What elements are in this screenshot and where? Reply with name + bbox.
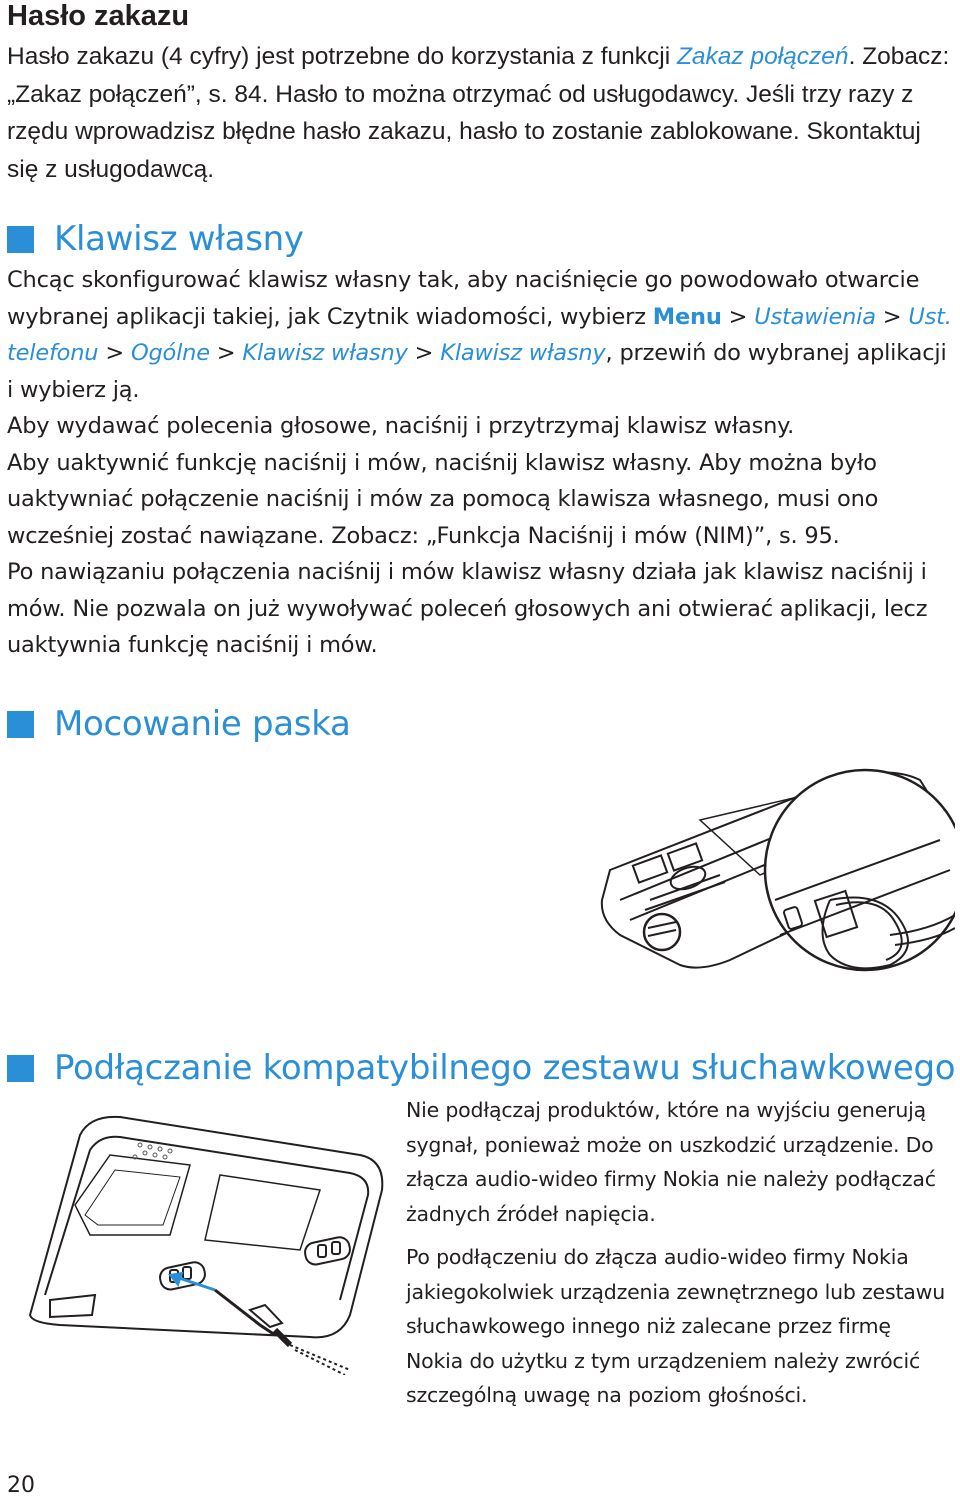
- own-key-content: [7, 262, 955, 664]
- headset-text: [406, 1093, 954, 1413]
- section-square-icon: [7, 226, 34, 253]
- headset-paragraph-1: Nie podłączaj produktów, które na wyjściu generują sygnał, ponieważ może on uszkodzić urządzenie. Do złącza audio-wideo firmy Nokia nie należy podłączać żadnych źródeł napięcia.: [406, 1098, 936, 1226]
- section-title-strap: Mocowanie paska: [54, 704, 351, 744]
- section-title-headset: Podłączanie kompatybilnego zestawu słuchawkowego: [54, 1048, 956, 1088]
- barring-text-2: . Zobacz: „Zakaz połączeń”, s. 84. Hasło to można otrzymać od usługodawcy. Jeśli trzy razy z rzędu wprowadzisz błędne hasło zakazu, hasło to zostanie zablokowane. Skontaktuj się z usługodawcą.: [7, 43, 950, 183]
- section-square-icon: [7, 711, 34, 738]
- barring-password-paragraph: [7, 38, 952, 188]
- path-separator: >: [209, 340, 243, 366]
- path-own-key[interactable]: Klawisz własny: [242, 340, 408, 366]
- path-separator: >: [407, 340, 441, 366]
- headset-illustration: [20, 1095, 400, 1375]
- menu-link[interactable]: Menu: [652, 303, 722, 330]
- own-key-text-end: , przewiń do wybranej aplikacji i wybierz ją.: [7, 340, 947, 403]
- own-key-text: Chcąc skonfigurować klawisz własny tak, aby naciśnięcie go powodowało otwarcie wybranej aplikacji takiej, jak Czytnik wiadomości, wybierz: [7, 267, 920, 330]
- strap-illustration: [590, 760, 955, 1015]
- own-key-paragraph-2: Aby wydawać polecenia głosowe, naciśnij i przytrzymaj klawisz własny.: [7, 413, 795, 439]
- barring-text-1: Hasło zakazu (4 cyfry) jest potrzebne do korzystania z funkcji: [7, 43, 677, 70]
- headset-paragraph-2: Po podłączeniu do złącza audio-wideo firmy Nokia jakiegokolwiek urządzenia zewnętrznego lub zestawu słuchawkowego innego niż zalecane przez firmę Nokia do użytku z tym urządzeniem należy zwrócić szczególną uwagę na poziom głośności.: [406, 1245, 946, 1407]
- own-key-paragraph-1: [7, 262, 955, 408]
- section-header-headset: [7, 1048, 955, 1088]
- section-square-icon: [7, 1055, 34, 1082]
- section-header-strap: [7, 704, 351, 744]
- path-general[interactable]: Ogólne: [130, 340, 210, 366]
- section-header-own-key: [7, 219, 304, 259]
- page-number: 20: [7, 1473, 35, 1498]
- path-separator: >: [98, 340, 131, 366]
- link-call-barring[interactable]: Zakaz połączeń: [676, 43, 849, 70]
- path-own-key-2[interactable]: Klawisz własny: [440, 340, 606, 366]
- section-title-barring-password: Hasło zakazu: [7, 0, 190, 32]
- own-key-paragraph-4: Po nawiązaniu połączenia naciśnij i mów klawisz własny działa jak klawisz naciśnij i mów. Nie pozwala on już wywoływać poleceń głosowych ani otwierać aplikacji, lecz uaktywnia funkcję naciśnij i mów.: [7, 559, 928, 658]
- path-separator: >: [721, 303, 755, 330]
- section-title-own-key: Klawisz własny: [54, 219, 304, 259]
- own-key-paragraph-3: Aby uaktywnić funkcję naciśnij i mów, naciśnij klawisz własny. Aby można było uaktywniać połączenie naciśnij i mów za pomocą klawisza własnego, musi ono wcześniej zostać nawiązane. Zobacz: „Funkcja Naciśnij i mów (NIM)”, s. 95.: [7, 449, 879, 549]
- path-separator: >: [875, 303, 909, 330]
- path-settings[interactable]: Ustawienia: [754, 303, 876, 330]
- path-phone-settings[interactable]: Ust. telefonu: [7, 303, 952, 366]
